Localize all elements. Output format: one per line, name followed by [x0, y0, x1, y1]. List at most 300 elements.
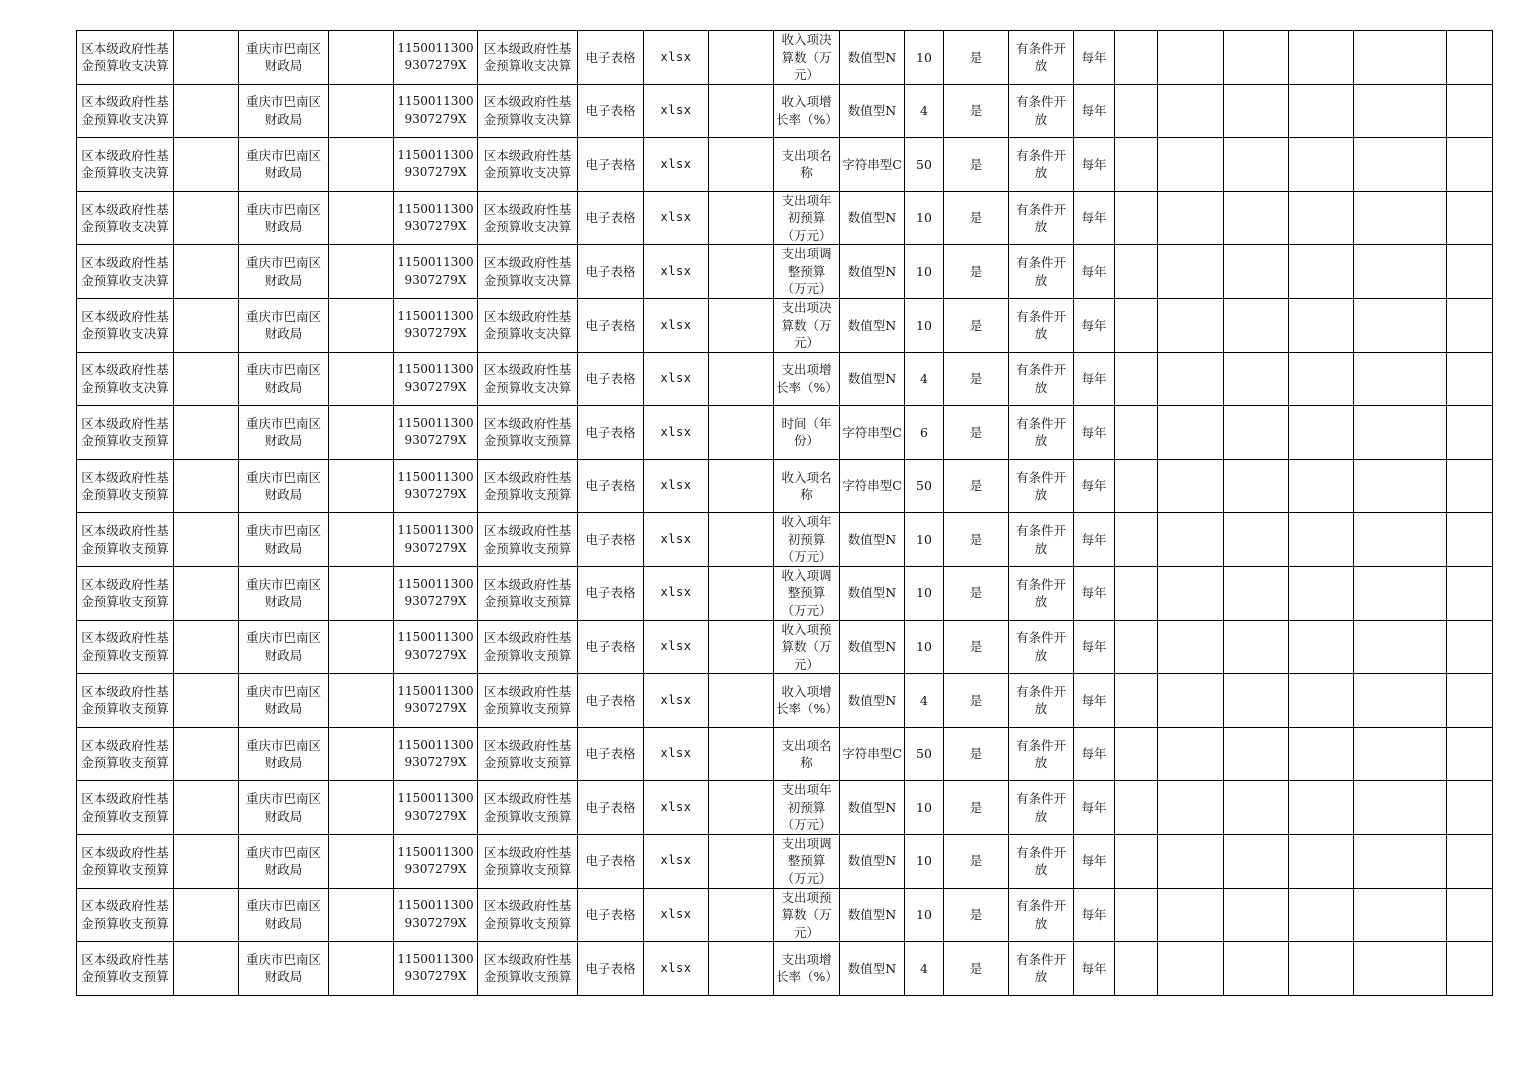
empty-cell [1447, 31, 1493, 85]
open-type-cell: 有条件开放 [1009, 888, 1074, 942]
update-frequency-cell: 每年 [1074, 566, 1115, 620]
department-cell: 重庆市巴南区财政局 [239, 298, 329, 352]
extension-cell: xlsx [644, 781, 709, 835]
update-frequency-cell: 每年 [1074, 298, 1115, 352]
update-frequency-cell: 每年 [1074, 84, 1115, 138]
open-type-cell: 有条件开放 [1009, 191, 1074, 245]
empty-cell [1289, 834, 1354, 888]
empty-cell [709, 406, 774, 460]
empty-cell [329, 245, 394, 299]
extension-cell: xlsx [644, 138, 709, 192]
empty-cell [1447, 138, 1493, 192]
org-code-cell: 11500113009307279X [394, 620, 478, 674]
field-name-cell: 支出项决算数（万元） [774, 298, 840, 352]
empty-cell [1158, 620, 1224, 674]
shared-flag-cell: 是 [944, 191, 1009, 245]
resource-name-cell: 区本级政府性基金预算收支决算 [478, 31, 578, 85]
empty-cell [709, 459, 774, 513]
catalog-name-cell: 区本级政府性基金预算收支决算 [77, 138, 174, 192]
empty-cell [709, 942, 774, 996]
field-type-cell: 数值型N [840, 888, 905, 942]
extension-cell: xlsx [644, 459, 709, 513]
org-code-cell: 11500113009307279X [394, 674, 478, 728]
empty-cell [1289, 459, 1354, 513]
data-catalog-table [76, 30, 1493, 996]
empty-cell [329, 513, 394, 567]
shared-flag-cell: 是 [944, 566, 1009, 620]
empty-cell [1158, 298, 1224, 352]
department-cell: 重庆市巴南区财政局 [239, 138, 329, 192]
empty-cell [1224, 406, 1289, 460]
empty-cell [1115, 298, 1158, 352]
empty-cell [1158, 191, 1224, 245]
empty-cell [709, 352, 774, 406]
empty-cell [329, 31, 394, 85]
table-row [77, 942, 1493, 996]
department-cell: 重庆市巴南区财政局 [239, 674, 329, 728]
empty-cell [1224, 566, 1289, 620]
empty-cell [1354, 513, 1447, 567]
format-cell: 电子表格 [578, 781, 644, 835]
empty-cell [709, 31, 774, 85]
open-type-cell: 有条件开放 [1009, 942, 1074, 996]
field-name-cell: 支出项调整预算（万元） [774, 245, 840, 299]
empty-cell [1115, 84, 1158, 138]
empty-cell [1447, 888, 1493, 942]
field-name-cell: 收入项增长率（%） [774, 84, 840, 138]
empty-cell [174, 620, 239, 674]
extension-cell: xlsx [644, 84, 709, 138]
empty-cell [1447, 245, 1493, 299]
empty-cell [1447, 834, 1493, 888]
resource-name-cell: 区本级政府性基金预算收支决算 [478, 245, 578, 299]
empty-cell [1115, 781, 1158, 835]
table-row [77, 513, 1493, 567]
empty-cell [1289, 674, 1354, 728]
empty-cell [1289, 942, 1354, 996]
update-frequency-cell: 每年 [1074, 352, 1115, 406]
empty-cell [1158, 674, 1224, 728]
org-code-cell: 11500113009307279X [394, 245, 478, 299]
format-cell: 电子表格 [578, 191, 644, 245]
empty-cell [1289, 31, 1354, 85]
resource-name-cell: 区本级政府性基金预算收支预算 [478, 834, 578, 888]
field-type-cell: 数值型N [840, 620, 905, 674]
catalog-name-cell: 区本级政府性基金预算收支预算 [77, 727, 174, 781]
empty-cell [1224, 84, 1289, 138]
empty-cell [1158, 31, 1224, 85]
empty-cell [1447, 459, 1493, 513]
update-frequency-cell: 每年 [1074, 513, 1115, 567]
empty-cell [174, 727, 239, 781]
catalog-name-cell: 区本级政府性基金预算收支决算 [77, 298, 174, 352]
table-row [77, 84, 1493, 138]
field-type-cell: 字符串型C [840, 727, 905, 781]
empty-cell [709, 727, 774, 781]
empty-cell [1354, 191, 1447, 245]
table-row [77, 138, 1493, 192]
empty-cell [1115, 459, 1158, 513]
empty-cell [1115, 352, 1158, 406]
empty-cell [1289, 727, 1354, 781]
empty-cell [1447, 298, 1493, 352]
org-code-cell: 11500113009307279X [394, 834, 478, 888]
shared-flag-cell: 是 [944, 459, 1009, 513]
field-name-cell: 支出项名称 [774, 138, 840, 192]
update-frequency-cell: 每年 [1074, 620, 1115, 674]
org-code-cell: 11500113009307279X [394, 781, 478, 835]
update-frequency-cell: 每年 [1074, 727, 1115, 781]
field-name-cell: 支出项年初预算（万元） [774, 781, 840, 835]
resource-name-cell: 区本级政府性基金预算收支决算 [478, 84, 578, 138]
empty-cell [1289, 620, 1354, 674]
org-code-cell: 11500113009307279X [394, 298, 478, 352]
empty-cell [1158, 406, 1224, 460]
empty-cell [329, 834, 394, 888]
shared-flag-cell: 是 [944, 620, 1009, 674]
table-row [77, 31, 1493, 85]
empty-cell [174, 566, 239, 620]
update-frequency-cell: 每年 [1074, 245, 1115, 299]
field-length-cell: 10 [905, 781, 944, 835]
field-name-cell: 收入项增长率（%） [774, 674, 840, 728]
department-cell: 重庆市巴南区财政局 [239, 191, 329, 245]
empty-cell [1354, 138, 1447, 192]
empty-cell [174, 191, 239, 245]
org-code-cell: 11500113009307279X [394, 406, 478, 460]
format-cell: 电子表格 [578, 245, 644, 299]
empty-cell [1354, 298, 1447, 352]
extension-cell: xlsx [644, 31, 709, 85]
resource-name-cell: 区本级政府性基金预算收支预算 [478, 620, 578, 674]
open-type-cell: 有条件开放 [1009, 298, 1074, 352]
empty-cell [709, 513, 774, 567]
org-code-cell: 11500113009307279X [394, 459, 478, 513]
field-type-cell: 数值型N [840, 781, 905, 835]
extension-cell: xlsx [644, 352, 709, 406]
empty-cell [1115, 31, 1158, 85]
empty-cell [1224, 245, 1289, 299]
empty-cell [709, 781, 774, 835]
empty-cell [1158, 245, 1224, 299]
field-type-cell: 数值型N [840, 513, 905, 567]
resource-name-cell: 区本级政府性基金预算收支预算 [478, 513, 578, 567]
empty-cell [1158, 352, 1224, 406]
empty-cell [1224, 942, 1289, 996]
catalog-name-cell: 区本级政府性基金预算收支预算 [77, 942, 174, 996]
empty-cell [329, 352, 394, 406]
shared-flag-cell: 是 [944, 781, 1009, 835]
empty-cell [329, 459, 394, 513]
department-cell: 重庆市巴南区财政局 [239, 31, 329, 85]
empty-cell [174, 245, 239, 299]
open-type-cell: 有条件开放 [1009, 245, 1074, 299]
resource-name-cell: 区本级政府性基金预算收支决算 [478, 191, 578, 245]
field-type-cell: 数值型N [840, 298, 905, 352]
extension-cell: xlsx [644, 191, 709, 245]
empty-cell [1158, 781, 1224, 835]
open-type-cell: 有条件开放 [1009, 352, 1074, 406]
field-length-cell: 50 [905, 138, 944, 192]
empty-cell [1289, 84, 1354, 138]
format-cell: 电子表格 [578, 727, 644, 781]
field-name-cell: 时间（年份） [774, 406, 840, 460]
format-cell: 电子表格 [578, 459, 644, 513]
empty-cell [1354, 406, 1447, 460]
field-name-cell: 收入项名称 [774, 459, 840, 513]
format-cell: 电子表格 [578, 31, 644, 85]
empty-cell [329, 406, 394, 460]
department-cell: 重庆市巴南区财政局 [239, 727, 329, 781]
empty-cell [709, 298, 774, 352]
empty-cell [1115, 834, 1158, 888]
org-code-cell: 11500113009307279X [394, 888, 478, 942]
resource-name-cell: 区本级政府性基金预算收支预算 [478, 459, 578, 513]
open-type-cell: 有条件开放 [1009, 781, 1074, 835]
field-length-cell: 50 [905, 459, 944, 513]
empty-cell [709, 888, 774, 942]
empty-cell [1289, 566, 1354, 620]
catalog-name-cell: 区本级政府性基金预算收支预算 [77, 781, 174, 835]
resource-name-cell: 区本级政府性基金预算收支预算 [478, 674, 578, 728]
empty-cell [1354, 674, 1447, 728]
update-frequency-cell: 每年 [1074, 459, 1115, 513]
org-code-cell: 11500113009307279X [394, 31, 478, 85]
field-name-cell: 支出项增长率（%） [774, 352, 840, 406]
department-cell: 重庆市巴南区财政局 [239, 566, 329, 620]
field-name-cell: 支出项增长率（%） [774, 942, 840, 996]
field-length-cell: 10 [905, 245, 944, 299]
empty-cell [1158, 566, 1224, 620]
field-type-cell: 数值型N [840, 31, 905, 85]
empty-cell [709, 566, 774, 620]
field-length-cell: 50 [905, 727, 944, 781]
extension-cell: xlsx [644, 674, 709, 728]
table-row [77, 298, 1493, 352]
table-row [77, 245, 1493, 299]
empty-cell [1224, 834, 1289, 888]
empty-cell [1115, 566, 1158, 620]
empty-cell [1115, 727, 1158, 781]
empty-cell [1289, 191, 1354, 245]
empty-cell [1158, 888, 1224, 942]
update-frequency-cell: 每年 [1074, 781, 1115, 835]
org-code-cell: 11500113009307279X [394, 84, 478, 138]
resource-name-cell: 区本级政府性基金预算收支预算 [478, 406, 578, 460]
empty-cell [1224, 352, 1289, 406]
department-cell: 重庆市巴南区财政局 [239, 513, 329, 567]
resource-name-cell: 区本级政府性基金预算收支预算 [478, 566, 578, 620]
empty-cell [1158, 459, 1224, 513]
catalog-name-cell: 区本级政府性基金预算收支决算 [77, 245, 174, 299]
open-type-cell: 有条件开放 [1009, 459, 1074, 513]
field-length-cell: 10 [905, 191, 944, 245]
empty-cell [174, 138, 239, 192]
field-type-cell: 字符串型C [840, 459, 905, 513]
field-length-cell: 10 [905, 298, 944, 352]
open-type-cell: 有条件开放 [1009, 84, 1074, 138]
format-cell: 电子表格 [578, 620, 644, 674]
update-frequency-cell: 每年 [1074, 406, 1115, 460]
empty-cell [1224, 31, 1289, 85]
field-type-cell: 数值型N [840, 352, 905, 406]
shared-flag-cell: 是 [944, 406, 1009, 460]
shared-flag-cell: 是 [944, 138, 1009, 192]
empty-cell [1289, 781, 1354, 835]
empty-cell [1115, 513, 1158, 567]
field-name-cell: 支出项调整预算（万元） [774, 834, 840, 888]
empty-cell [1354, 566, 1447, 620]
field-name-cell: 收入项预算数（万元） [774, 620, 840, 674]
open-type-cell: 有条件开放 [1009, 834, 1074, 888]
field-name-cell: 支出项年初预算（万元） [774, 191, 840, 245]
field-type-cell: 数值型N [840, 84, 905, 138]
catalog-name-cell: 区本级政府性基金预算收支预算 [77, 834, 174, 888]
extension-cell: xlsx [644, 620, 709, 674]
department-cell: 重庆市巴南区财政局 [239, 620, 329, 674]
empty-cell [329, 727, 394, 781]
format-cell: 电子表格 [578, 84, 644, 138]
catalog-name-cell: 区本级政府性基金预算收支预算 [77, 459, 174, 513]
format-cell: 电子表格 [578, 566, 644, 620]
open-type-cell: 有条件开放 [1009, 727, 1074, 781]
field-name-cell: 收入项年初预算（万元） [774, 513, 840, 567]
empty-cell [1354, 352, 1447, 406]
empty-cell [1447, 513, 1493, 567]
empty-cell [709, 138, 774, 192]
empty-cell [1354, 31, 1447, 85]
empty-cell [1224, 888, 1289, 942]
shared-flag-cell: 是 [944, 674, 1009, 728]
table-row [77, 406, 1493, 460]
format-cell: 电子表格 [578, 138, 644, 192]
open-type-cell: 有条件开放 [1009, 566, 1074, 620]
empty-cell [1447, 727, 1493, 781]
extension-cell: xlsx [644, 566, 709, 620]
empty-cell [1224, 620, 1289, 674]
field-type-cell: 数值型N [840, 566, 905, 620]
empty-cell [1115, 191, 1158, 245]
field-type-cell: 数值型N [840, 245, 905, 299]
resource-name-cell: 区本级政府性基金预算收支决算 [478, 138, 578, 192]
empty-cell [1354, 942, 1447, 996]
shared-flag-cell: 是 [944, 352, 1009, 406]
table-row [77, 620, 1493, 674]
empty-cell [1354, 84, 1447, 138]
empty-cell [1447, 191, 1493, 245]
org-code-cell: 11500113009307279X [394, 191, 478, 245]
extension-cell: xlsx [644, 406, 709, 460]
field-type-cell: 数值型N [840, 191, 905, 245]
extension-cell: xlsx [644, 942, 709, 996]
resource-name-cell: 区本级政府性基金预算收支决算 [478, 298, 578, 352]
empty-cell [1289, 298, 1354, 352]
table-row [77, 727, 1493, 781]
update-frequency-cell: 每年 [1074, 888, 1115, 942]
empty-cell [1289, 352, 1354, 406]
catalog-name-cell: 区本级政府性基金预算收支决算 [77, 31, 174, 85]
field-length-cell: 6 [905, 406, 944, 460]
empty-cell [329, 298, 394, 352]
empty-cell [1447, 942, 1493, 996]
open-type-cell: 有条件开放 [1009, 138, 1074, 192]
resource-name-cell: 区本级政府性基金预算收支预算 [478, 888, 578, 942]
format-cell: 电子表格 [578, 942, 644, 996]
catalog-name-cell: 区本级政府性基金预算收支预算 [77, 674, 174, 728]
format-cell: 电子表格 [578, 674, 644, 728]
resource-name-cell: 区本级政府性基金预算收支决算 [478, 352, 578, 406]
shared-flag-cell: 是 [944, 31, 1009, 85]
field-name-cell: 支出项预算数（万元） [774, 888, 840, 942]
department-cell: 重庆市巴南区财政局 [239, 834, 329, 888]
shared-flag-cell: 是 [944, 245, 1009, 299]
shared-flag-cell: 是 [944, 513, 1009, 567]
field-name-cell: 收入项决算数（万元） [774, 31, 840, 85]
empty-cell [1447, 620, 1493, 674]
empty-cell [709, 191, 774, 245]
empty-cell [709, 84, 774, 138]
field-length-cell: 10 [905, 888, 944, 942]
extension-cell: xlsx [644, 298, 709, 352]
empty-cell [1115, 674, 1158, 728]
empty-cell [174, 84, 239, 138]
department-cell: 重庆市巴南区财政局 [239, 352, 329, 406]
empty-cell [1354, 459, 1447, 513]
field-length-cell: 10 [905, 513, 944, 567]
empty-cell [329, 84, 394, 138]
catalog-name-cell: 区本级政府性基金预算收支预算 [77, 513, 174, 567]
empty-cell [1224, 781, 1289, 835]
format-cell: 电子表格 [578, 352, 644, 406]
empty-cell [174, 406, 239, 460]
table-row [77, 566, 1493, 620]
empty-cell [1224, 459, 1289, 513]
empty-cell [709, 245, 774, 299]
open-type-cell: 有条件开放 [1009, 31, 1074, 85]
field-type-cell: 数值型N [840, 674, 905, 728]
shared-flag-cell: 是 [944, 298, 1009, 352]
extension-cell: xlsx [644, 245, 709, 299]
empty-cell [1447, 781, 1493, 835]
empty-cell [1158, 84, 1224, 138]
empty-cell [174, 942, 239, 996]
field-type-cell: 字符串型C [840, 138, 905, 192]
empty-cell [1158, 942, 1224, 996]
table-row [77, 888, 1493, 942]
catalog-name-cell: 区本级政府性基金预算收支预算 [77, 620, 174, 674]
format-cell: 电子表格 [578, 513, 644, 567]
catalog-name-cell: 区本级政府性基金预算收支预算 [77, 888, 174, 942]
empty-cell [1447, 566, 1493, 620]
table-row [77, 834, 1493, 888]
empty-cell [1158, 513, 1224, 567]
empty-cell [329, 191, 394, 245]
update-frequency-cell: 每年 [1074, 674, 1115, 728]
empty-cell [174, 834, 239, 888]
table-body [77, 31, 1493, 996]
empty-cell [174, 888, 239, 942]
extension-cell: xlsx [644, 513, 709, 567]
empty-cell [329, 674, 394, 728]
field-length-cell: 10 [905, 566, 944, 620]
field-length-cell: 4 [905, 942, 944, 996]
empty-cell [1354, 781, 1447, 835]
department-cell: 重庆市巴南区财政局 [239, 406, 329, 460]
empty-cell [1289, 513, 1354, 567]
department-cell: 重庆市巴南区财政局 [239, 888, 329, 942]
empty-cell [1224, 298, 1289, 352]
empty-cell [329, 888, 394, 942]
